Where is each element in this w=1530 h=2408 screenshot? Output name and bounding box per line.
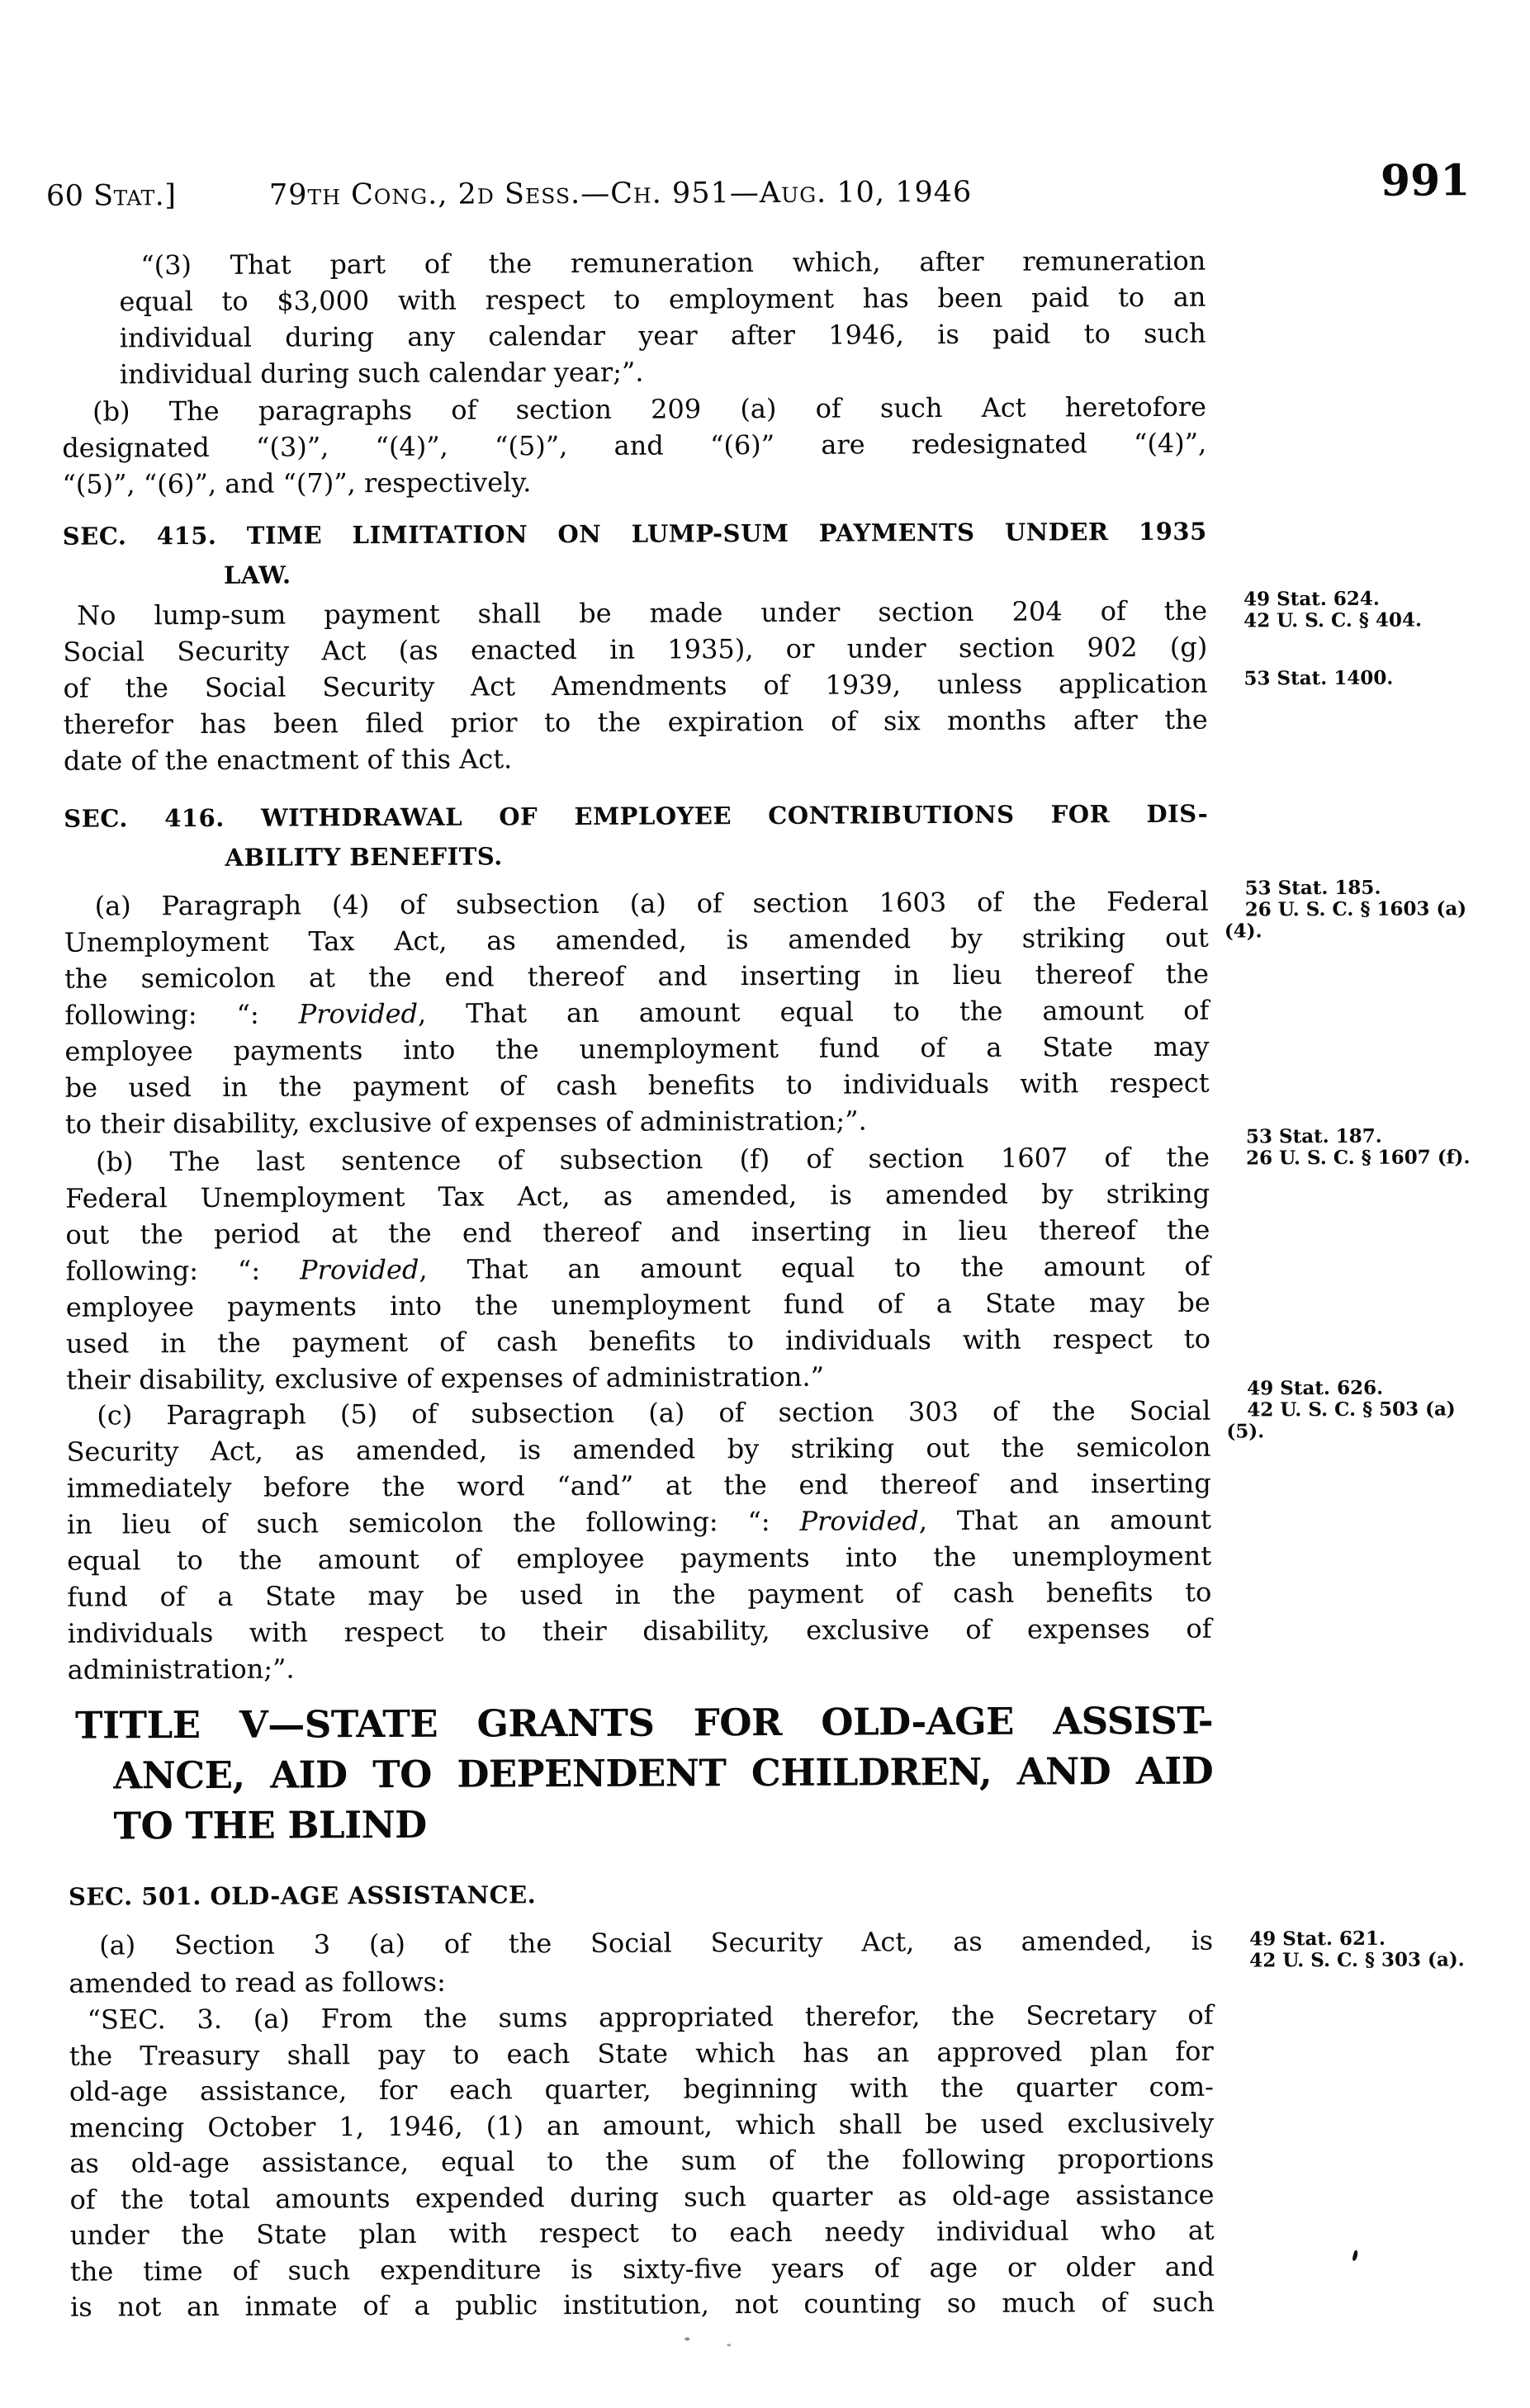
text-line: therefor has been filed prior to the expiration of six months after the <box>63 703 1208 740</box>
text-line: be used in the payment of cash benefits to individuals with respect <box>64 1067 1210 1104</box>
text-line: LAW. <box>223 561 291 589</box>
text-line: 26 U. S. C. § 1603 (a) <box>1244 897 1467 921</box>
text-line: (b) The paragraphs of section 209 (a) of such Act heretofore <box>92 390 1207 428</box>
text-line: Social Security Act (as enacted in 1935), or under section 902 (g) <box>63 631 1208 668</box>
text-line: 49 Stat. 624. <box>1243 587 1380 611</box>
text-line: following: “: Provided, That an amount equal to the amount of <box>65 1250 1210 1287</box>
text-line: of the total amounts expended during such quarter as old-age assistance <box>69 2179 1215 2216</box>
paragraph-416c <box>66 1393 1212 1688</box>
text-line: SEC. 416. WITHDRAWAL OF EMPLOYEE CONTRIBUTIONS FOR DIS- <box>64 799 1209 833</box>
quoted-paragraph-3 <box>119 243 1206 393</box>
margin-note-26usc1603 <box>1224 877 1530 943</box>
section-501-heading <box>69 1872 1213 1917</box>
text-line: 49 Stat. 626. <box>1247 1376 1384 1400</box>
text-line: Federal Unemployment Tax Act, as amended, is amended by striking <box>65 1177 1210 1214</box>
text-line: old-age assistance, for each quarter, beginning with the quarter com- <box>69 2070 1215 2108</box>
section-416-heading <box>64 794 1208 878</box>
text-line: 53 Stat. 187. <box>1245 1124 1382 1148</box>
text-line: 42 U. S. C. § 303 (a). <box>1249 1948 1465 1972</box>
text-line: in lieu of such semicolon the following: “: Provided, That an amount <box>66 1503 1212 1540</box>
text-line: date of the enactment of this Act. <box>63 743 513 777</box>
text-line: immediately before the word “and” at the end thereof and inserting <box>66 1467 1211 1504</box>
text-line: as old-age assistance, equal to the sum of the following proportions <box>69 2142 1215 2179</box>
text-line: 26 U. S. C. § 1607 (f). <box>1245 1146 1471 1170</box>
scan-speck <box>684 2337 689 2340</box>
text-line: individual during any calendar year after 1946, is paid to such <box>119 317 1206 354</box>
text-line: of the Social Security Act Amendments of 1939, unless application <box>63 667 1208 704</box>
text-line: used in the payment of cash benefits to individuals with respect to <box>65 1322 1211 1360</box>
paragraph-b-redesignation <box>62 389 1207 503</box>
text-line: the semicolon at the end thereof and inserting in lieu thereof the <box>64 958 1210 995</box>
text-line: Security Act, as amended, is amended by striking out the semicolon <box>66 1431 1211 1468</box>
text-line: “SEC. 3. (a) From the sums appropriated therefor, the Secretary of <box>87 1999 1214 2036</box>
margin-note-26usc1607 <box>1225 1125 1530 1170</box>
text-line: equal to $3,000 with respect to employment has been paid to an <box>119 281 1206 318</box>
text-line: Unemployment Tax Act, as amended, is amended by striking out <box>64 921 1209 958</box>
text-line: the Treasury shall pay to each State which has an approved plan for <box>69 2035 1214 2072</box>
paragraph-501a <box>69 1922 1213 2003</box>
text-line: employee payments into the unemployment fund of a State may <box>64 1030 1210 1067</box>
margin-note-53stat1400 <box>1223 667 1528 690</box>
text-line: TO THE BLIND <box>113 1802 427 1848</box>
text-line: following: “: Provided, That an amount equal to the amount of <box>64 994 1210 1031</box>
section-415-heading <box>63 512 1207 596</box>
text-line: 53 Stat. 185. <box>1244 876 1381 900</box>
text-line: to their disability, exclusive of expenses of administration;”. <box>64 1105 867 1140</box>
margin-note-42usc303 <box>1229 1928 1530 1972</box>
text-line: (4). <box>1224 920 1262 943</box>
text-line: No lump-sum payment shall be made under section 204 of the <box>77 594 1208 632</box>
text-line: their disability, exclusive of expenses of administration.” <box>66 1360 825 1396</box>
text-line: employee payments into the unemployment fund of a State may be <box>65 1286 1210 1323</box>
text-line: individuals with respect to their disability, exclusive of expenses of <box>67 1612 1212 1649</box>
text-line: “(3) That part of the remuneration which, after remuneration <box>140 244 1206 281</box>
text-line: out the period at the end thereof and inserting in lieu thereof the <box>65 1213 1210 1251</box>
page-number: 991 <box>1380 155 1471 206</box>
text-line: 53 Stat. 1400. <box>1243 666 1394 690</box>
text-line: ABILITY BENEFITS. <box>225 842 503 872</box>
volume-label: 60 Stat.] <box>45 179 177 213</box>
text-line: 42 U. S. C. § 404. <box>1243 608 1423 632</box>
text-line: (c) Paragraph (5) of subsection (a) of section 303 of the Social <box>97 1394 1211 1431</box>
text-line: (a) Paragraph (4) of subsection (a) of section 1603 of the Federal <box>94 885 1209 922</box>
text-line: administration;”. <box>67 1653 295 1686</box>
margin-note-42usc503 <box>1226 1377 1530 1443</box>
text-line: equal to the amount of employee payments into the unemployment <box>67 1540 1212 1577</box>
text-line: SEC. 415. TIME LIMITATION ON LUMP-SUM PAYMENTS UNDER 1935 <box>62 517 1207 551</box>
text-line: under the State plan with respect to each needy individual who at <box>69 2214 1215 2251</box>
text-line: is not an inmate of a public institution, not counting so much of such <box>70 2286 1215 2323</box>
text-line: (5). <box>1226 1420 1265 1443</box>
text-line: designated “(3)”, “(4)”, “(5)”, and “(6)” are redesignated “(4)”, <box>62 427 1207 464</box>
text-line: individual during such calendar year;”. <box>119 356 644 390</box>
text-line: amended to read as follows: <box>69 1966 446 1999</box>
text-line: fund of a State may be used in the payment of cash benefits to <box>67 1576 1212 1613</box>
sec-3a-quoted-paragraph <box>69 1998 1215 2326</box>
text-line: 49 Stat. 621. <box>1249 1927 1386 1951</box>
section-415-paragraph <box>63 593 1208 779</box>
text-line: SEC. 501. OLD-AGE ASSISTANCE. <box>68 1881 537 1911</box>
scan-speck <box>727 2344 731 2346</box>
text-line: TITLE V—STATE GRANTS FOR OLD-AGE ASSIST- <box>74 1698 1214 1748</box>
text-line: ANCE, AID TO DEPENDENT CHILDREN, AND AID <box>113 1748 1214 1798</box>
title-v-heading <box>75 1696 1214 1852</box>
text-line: (b) The last sentence of subsection (f) of section 1607 of the <box>95 1141 1210 1178</box>
text-line: mencing October 1, 1946, (1) an amount, which shall be used exclusively <box>69 2107 1215 2144</box>
text-line: “(5)”, “(6)”, and “(7)”, respectively. <box>62 466 532 500</box>
margin-note-42usc404 <box>1223 588 1528 632</box>
paragraph-416b <box>65 1139 1210 1398</box>
text-line: 42 U. S. C. § 503 (a) <box>1247 1398 1456 1422</box>
text-line: the time of such expenditure is sixty-five years of age or older and <box>69 2250 1215 2287</box>
text-line: (a) Section 3 (a) of the Social Security Act, as amended, is <box>99 1924 1214 1961</box>
running-head: 79th Cong., 2d Sess.—Ch. 951—Aug. 10, 1946 <box>268 175 973 212</box>
scan-speck <box>1352 2250 1358 2261</box>
paragraph-416a <box>64 883 1210 1142</box>
